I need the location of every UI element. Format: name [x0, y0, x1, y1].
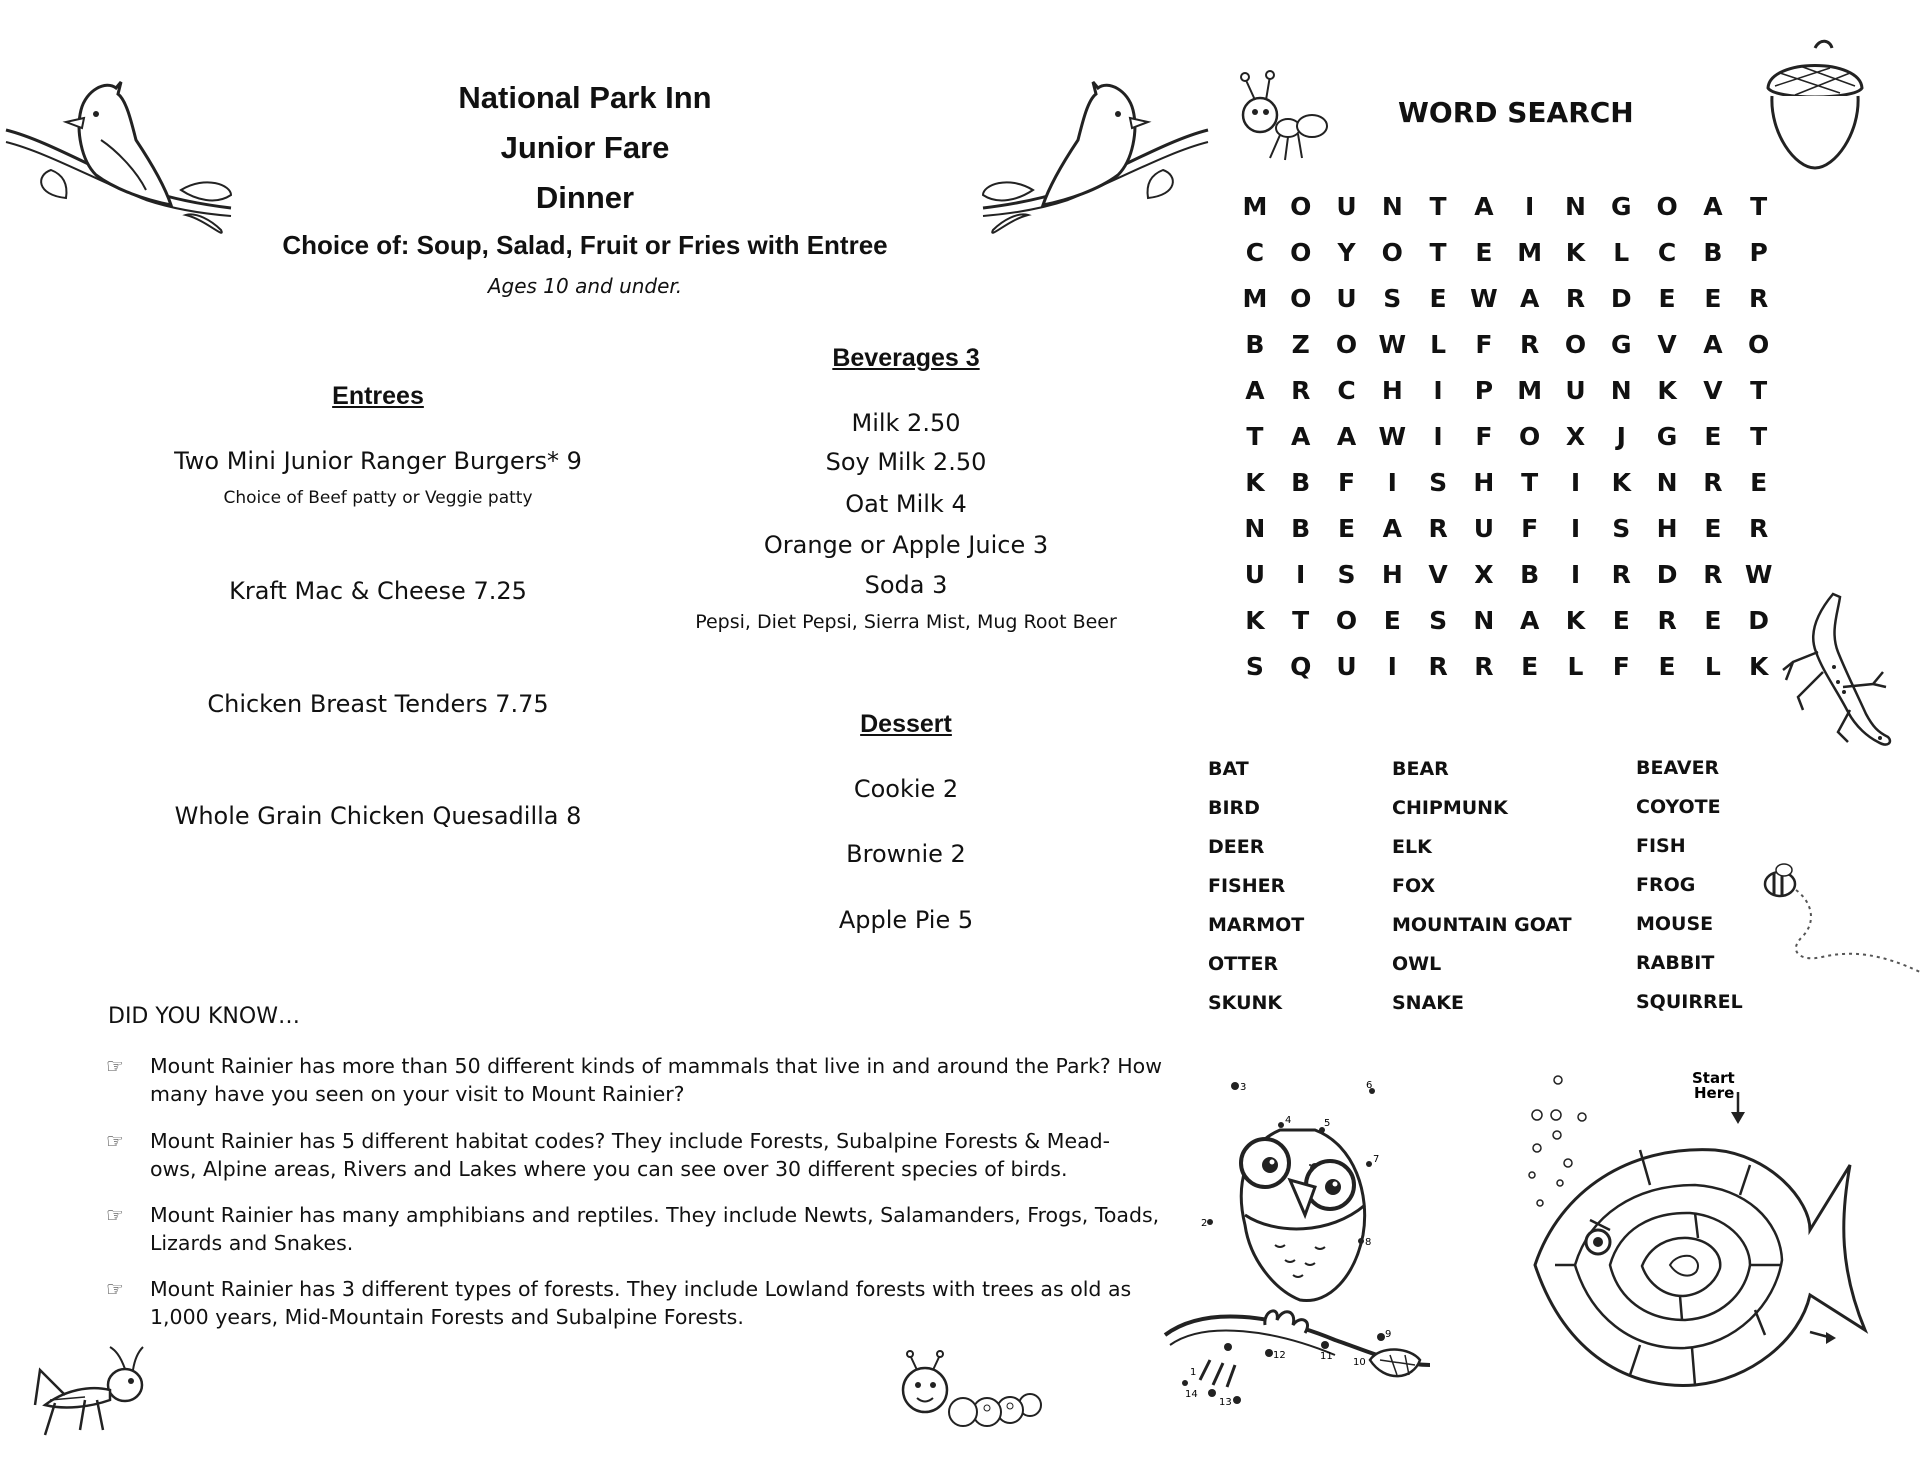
word-search-letter: B: [1245, 330, 1265, 359]
word-list-item: RABBIT: [1636, 952, 1715, 974]
word-search-letter: K: [1565, 238, 1586, 267]
word-search-letter: U: [1244, 560, 1266, 589]
word-search-letter: O: [1290, 192, 1312, 221]
bee-icon: [1762, 862, 1920, 972]
entree-item-note: Choice of Beef patty or Veggie patty: [223, 488, 533, 508]
word-search-letter: T: [1750, 422, 1768, 451]
beverages-heading: Beverages 3: [832, 344, 980, 372]
word-search-letter: U: [1336, 284, 1357, 313]
word-search-letter: A: [1245, 376, 1265, 405]
dot-number: 14: [1185, 1389, 1198, 1400]
word-list-col1: [1208, 758, 1304, 1031]
dot-number: 2: [1201, 1218, 1208, 1229]
did-you-know-heading: DID YOU KNOW…: [108, 1004, 300, 1029]
pointing-hand-icon: ☞: [106, 1203, 124, 1227]
caterpillar-icon: [895, 1350, 1045, 1440]
word-search-letter: C: [1657, 238, 1677, 267]
word-search-letter: O: [1290, 238, 1312, 267]
cardinal-bird-icon: [6, 80, 236, 235]
word-list-item: OWL: [1392, 953, 1442, 975]
word-search-letter: F: [1337, 468, 1356, 497]
entree-item: Whole Grain Chicken Quesadilla 8: [174, 802, 582, 830]
word-search-letter: I: [1433, 422, 1443, 451]
word-search-letter: A: [1520, 284, 1540, 313]
word-list-item: FISHER: [1208, 875, 1286, 897]
word-list-item: BEAVER: [1636, 757, 1720, 779]
word-search-letter: R: [1291, 376, 1311, 405]
word-search-letter: E: [1704, 514, 1722, 543]
word-search-letter: N: [1381, 192, 1403, 221]
word-search-letter: N: [1473, 606, 1495, 635]
word-search-letter: H: [1473, 468, 1495, 497]
word-search-letter: K: [1245, 468, 1265, 497]
menu-title-dinner: Dinner: [535, 180, 635, 215]
dot-number: 11: [1320, 1351, 1333, 1362]
dot-number: 12: [1273, 1350, 1286, 1361]
word-search-letter: B: [1520, 560, 1540, 589]
word-search-letter: V: [1657, 330, 1677, 359]
word-search-letter: I: [1296, 560, 1306, 589]
word-list-item: FOX: [1392, 875, 1436, 897]
word-search-letter: U: [1473, 514, 1495, 543]
word-list-item: COYOTE: [1636, 796, 1721, 818]
maze-start-label: Here: [1694, 1084, 1735, 1102]
word-search-letter: S: [1337, 560, 1356, 589]
word-search-letter: E: [1750, 468, 1768, 497]
beverage-soda-note: Pepsi, Diet Pepsi, Sierra Mist, Mug Root Beer: [695, 611, 1117, 633]
word-search-letter: K: [1245, 606, 1265, 635]
beverage-item: Soda 3: [864, 571, 948, 599]
word-search-letter: R: [1611, 560, 1631, 589]
word-search-letter: R: [1520, 330, 1540, 359]
word-search-letter: R: [1428, 652, 1448, 681]
word-search-letter: P: [1749, 238, 1768, 267]
dot-number: 5: [1324, 1118, 1331, 1129]
word-search-letter: E: [1704, 606, 1722, 635]
word-search-letter: A: [1703, 330, 1723, 359]
word-search-letter: E: [1704, 422, 1722, 451]
word-search-letter: E: [1475, 238, 1493, 267]
word-search-letter: G: [1611, 192, 1632, 221]
word-search-letter: D: [1656, 560, 1678, 589]
word-list-col3: [1636, 757, 1743, 1030]
word-search-letter: A: [1703, 192, 1723, 221]
word-search-letter: T: [1429, 238, 1447, 267]
menu-title-junior-fare: Junior Fare: [500, 130, 670, 165]
dessert-heading: Dessert: [860, 710, 952, 738]
word-list-item: FROG: [1636, 874, 1696, 896]
word-list-item: SQUIRREL: [1636, 991, 1743, 1013]
dessert-item: Apple Pie 5: [838, 906, 974, 934]
word-search-letter: T: [1292, 606, 1310, 635]
word-list-item: CHIPMUNK: [1392, 797, 1508, 819]
beverage-item: Oat Milk 4: [845, 490, 967, 518]
menu-title-restaurant: National Park Inn: [458, 80, 712, 115]
entree-item: Chicken Breast Tenders 7.75: [207, 690, 549, 718]
word-search-letter: K: [1657, 376, 1677, 405]
word-search-letter: I: [1570, 468, 1581, 497]
acorn-icon: [1760, 38, 1870, 173]
word-search-letter: U: [1336, 652, 1357, 681]
word-search-letter: W: [1744, 560, 1773, 589]
fact-line: ows, Alpine areas, Rivers and Lakes where you can see over 30 different species of birds.: [150, 1157, 1068, 1181]
word-search-letter: S: [1612, 514, 1631, 543]
word-search-letter: B: [1291, 514, 1311, 543]
word-search-letter: S: [1429, 606, 1448, 635]
dot-number: 1: [1190, 1367, 1197, 1378]
word-list-item: BIRD: [1208, 797, 1260, 819]
word-list-item: BEAR: [1392, 758, 1449, 780]
word-search-letter: R: [1474, 652, 1494, 681]
word-search-letter: X: [1474, 560, 1494, 589]
fact-item: [106, 1127, 1165, 1183]
word-search-letter: O: [1519, 422, 1541, 451]
word-search-letter: A: [1291, 422, 1311, 451]
word-search-letter: X: [1565, 422, 1586, 451]
word-search-letter: R: [1749, 514, 1769, 543]
ant-icon: [1230, 70, 1330, 165]
word-search-letter: N: [1244, 514, 1266, 543]
word-search-letter: E: [1612, 606, 1630, 635]
dot-number: 13: [1219, 1397, 1232, 1408]
word-search-letter: S: [1383, 284, 1402, 313]
fact-line: Mount Rainier has 5 different habitat codes? They include Forests, Subalpine Forests & Mead-: [150, 1129, 1111, 1153]
word-search-letter: U: [1336, 192, 1357, 221]
word-search-letter: O: [1381, 238, 1403, 267]
word-search-letter: F: [1612, 652, 1630, 681]
owl-dot-to-dot-icon: [1165, 1075, 1435, 1435]
word-search-letter: I: [1570, 560, 1581, 589]
fact-line: Mount Rainier has many amphibians and reptiles. They include Newts, Salamanders, Frogs, Toads,: [150, 1203, 1160, 1227]
word-search-letter: B: [1703, 238, 1723, 267]
word-search-letter: Z: [1291, 330, 1310, 359]
word-search-letter: R: [1657, 606, 1677, 635]
word-search-letter: E: [1383, 606, 1401, 635]
word-search-letter: L: [1430, 330, 1447, 359]
fact-line: Mount Rainier has 3 different types of forests. They include Lowland forests with trees as old as: [150, 1277, 1132, 1301]
word-search-letter: V: [1428, 560, 1448, 589]
word-search-letter: H: [1381, 376, 1403, 405]
dot-number: 4: [1285, 1115, 1292, 1126]
pointing-hand-icon: ☞: [106, 1129, 124, 1153]
cardinal-bird-icon: [978, 80, 1208, 235]
word-list-item: SNAKE: [1392, 992, 1464, 1014]
word-search-letter: J: [1616, 422, 1626, 451]
word-search-letter: R: [1565, 284, 1586, 313]
word-search-letter: F: [1475, 330, 1493, 359]
word-search-letter: O: [1335, 606, 1358, 635]
word-list-item: DEER: [1208, 836, 1265, 858]
word-search-letter: G: [1611, 330, 1632, 359]
beverage-item: Soy Milk 2.50: [825, 448, 987, 476]
word-search-letter: G: [1656, 422, 1678, 451]
word-search-letter: K: [1565, 606, 1586, 635]
dessert-item: Brownie 2: [846, 840, 966, 868]
word-search-grid: [1232, 184, 1782, 690]
word-search-letter: H: [1381, 560, 1403, 589]
word-search-letter: R: [1703, 560, 1723, 589]
word-search-letter: I: [1433, 376, 1443, 405]
dot-number: 8: [1365, 1237, 1372, 1248]
fact-line: many have you seen on your visit to Mount Rainier?: [150, 1082, 685, 1106]
word-search-letter: K: [1748, 652, 1769, 681]
menu-ages-note: Ages 10 and under.: [487, 274, 683, 298]
dot-number: 6: [1366, 1080, 1373, 1091]
word-search-letter: T: [1429, 192, 1447, 221]
word-search-letter: F: [1475, 422, 1493, 451]
word-list-item: BAT: [1208, 758, 1249, 780]
word-list-col2: [1392, 758, 1572, 1031]
word-search-letter: W: [1378, 422, 1407, 451]
word-list-item: MOUNTAIN GOAT: [1392, 914, 1572, 936]
word-search-letter: L: [1704, 652, 1721, 681]
word-list-item: FISH: [1636, 835, 1686, 857]
word-search-letter: E: [1658, 284, 1676, 313]
word-search-letter: I: [1387, 468, 1397, 497]
word-search-letter: M: [1242, 192, 1268, 221]
word-search-letter: M: [1517, 376, 1543, 405]
entrees-heading: Entrees: [332, 382, 424, 410]
entree-item: Kraft Mac & Cheese 7.25: [229, 577, 527, 605]
word-search-letter: C: [1337, 376, 1356, 405]
dot-number: 9: [1385, 1329, 1392, 1340]
word-search-letter: R: [1749, 284, 1769, 313]
word-search-letter: M: [1517, 238, 1543, 267]
word-search-letter: M: [1242, 284, 1268, 313]
word-search-letter: H: [1656, 514, 1678, 543]
word-search-letter: U: [1565, 376, 1586, 405]
fact-line: Lizards and Snakes.: [150, 1231, 354, 1255]
fact-line: 1,000 years, Mid-Mountain Forests and Subalpine Forests.: [150, 1305, 744, 1329]
word-search-letter: L: [1613, 238, 1630, 267]
word-search-letter: O: [1564, 330, 1587, 359]
word-search-letter: R: [1428, 514, 1448, 543]
word-list-item: ELK: [1392, 836, 1432, 858]
word-search-letter: I: [1387, 652, 1397, 681]
word-search-letter: E: [1337, 514, 1356, 543]
word-search-letter: E: [1658, 652, 1676, 681]
word-search-letter: O: [1290, 284, 1312, 313]
dot-number: 3: [1240, 1082, 1247, 1093]
word-search-letter: E: [1429, 284, 1447, 313]
beverage-item: Orange or Apple Juice 3: [763, 531, 1049, 559]
word-list-item: SKUNK: [1208, 992, 1283, 1014]
entree-item: Two Mini Junior Ranger Burgers* 9: [174, 447, 582, 475]
word-search-letter: D: [1748, 606, 1770, 635]
word-search-letter: E: [1521, 652, 1539, 681]
word-search-letter: W: [1378, 330, 1407, 359]
word-search-letter: N: [1610, 376, 1632, 405]
word-search-letter: L: [1567, 652, 1584, 681]
word-search-letter: T: [1246, 422, 1264, 451]
word-search-letter: O: [1748, 330, 1770, 359]
word-search-letter: N: [1656, 468, 1678, 497]
word-search-letter: A: [1520, 606, 1540, 635]
word-search-letter: P: [1474, 376, 1494, 405]
word-search-letter: A: [1336, 422, 1357, 451]
word-search-title: WORD SEARCH: [1398, 96, 1634, 129]
word-search-letter: V: [1703, 376, 1723, 405]
beverage-item: Milk 2.50: [851, 409, 961, 437]
word-search-letter: T: [1521, 468, 1539, 497]
word-search-letter: N: [1565, 192, 1586, 221]
word-list-item: MOUSE: [1636, 913, 1714, 935]
word-search-letter: C: [1245, 238, 1265, 267]
word-search-letter: O: [1656, 192, 1678, 221]
word-search-letter: S: [1429, 468, 1448, 497]
word-search-letter: T: [1750, 376, 1768, 405]
word-search-letter: O: [1335, 330, 1358, 359]
dot-number: 10: [1353, 1357, 1366, 1368]
maze-start-label: Start: [1692, 1069, 1735, 1087]
word-search-letter: A: [1382, 514, 1402, 543]
word-search-letter: K: [1611, 468, 1631, 497]
word-list-item: MARMOT: [1208, 914, 1305, 936]
word-search-letter: Q: [1290, 652, 1312, 681]
fact-line: Mount Rainier has more than 50 different kinds of mammals that live in and around the Park? How: [150, 1054, 1162, 1078]
word-search-letter: A: [1474, 192, 1494, 221]
lizard-icon: [1778, 592, 1898, 762]
word-search-letter: I: [1570, 514, 1581, 543]
menu-choice-line: Choice of: Soup, Salad, Fruit or Fries with Entree: [282, 230, 888, 260]
dessert-item: Cookie 2: [853, 775, 959, 803]
grasshopper-icon: [25, 1345, 155, 1445]
word-list-item: OTTER: [1208, 953, 1279, 975]
pointing-hand-icon: ☞: [106, 1277, 124, 1301]
fact-item: [106, 1275, 1165, 1331]
fact-item: [106, 1201, 1165, 1257]
word-search-letter: B: [1291, 468, 1311, 497]
word-search-letter: W: [1470, 284, 1498, 313]
word-search-letter: D: [1610, 284, 1632, 313]
word-search-letter: Y: [1337, 238, 1356, 267]
word-search-letter: I: [1525, 192, 1535, 221]
pointing-hand-icon: ☞: [106, 1054, 124, 1078]
word-search-letter: T: [1750, 192, 1768, 221]
word-search-letter: S: [1245, 652, 1264, 681]
fact-item: [106, 1052, 1165, 1108]
word-search-letter: F: [1521, 514, 1539, 543]
dot-number: 7: [1373, 1154, 1380, 1165]
word-search-letter: R: [1703, 468, 1723, 497]
fish-maze-icon: [1520, 1070, 1870, 1430]
word-search-letter: E: [1704, 284, 1722, 313]
